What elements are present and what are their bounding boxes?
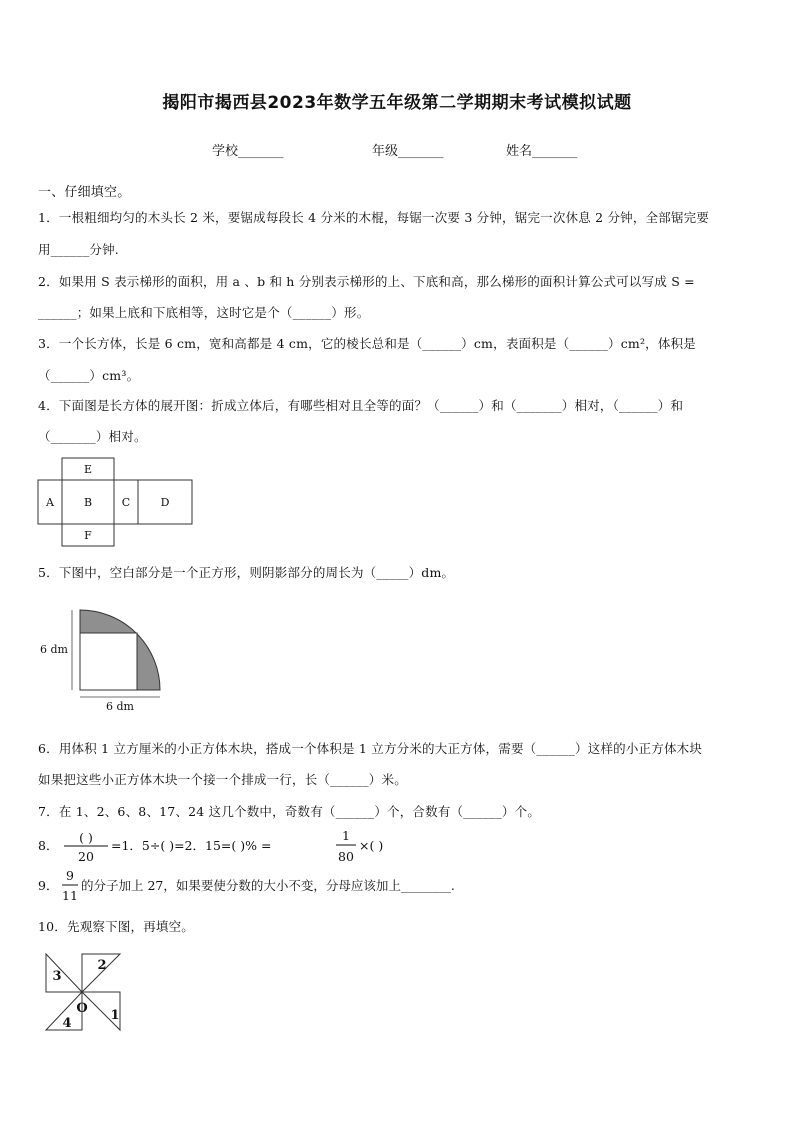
q8-middle: =1．5÷( )=2．15=( )% = xyxy=(111,838,272,853)
q8-frac1-numerator: ( ) xyxy=(79,830,93,845)
q4-line2: （_______）相对。 xyxy=(38,429,147,444)
pinwheel-label-o: O xyxy=(76,1001,88,1016)
q9-number: 9． xyxy=(38,878,59,893)
grade-field: 年级_______ xyxy=(372,144,444,159)
page-title: 揭阳市揭西县2023年数学五年级第二学期期末考试模拟试题 xyxy=(162,93,632,113)
net-label-e: E xyxy=(83,463,93,476)
q1-line2: 用______分钟. xyxy=(38,242,119,257)
section-heading: 一、仔细填空。 xyxy=(38,185,131,200)
pinwheel-label-4: 4 xyxy=(62,1016,72,1031)
school-field: 学校_______ xyxy=(212,144,284,159)
q10-text: 10．先观察下图，再填空。 xyxy=(38,919,195,934)
q6-line2: 如果把这些小正方体木块一个接一个排成一行，长（______）米。 xyxy=(38,772,407,787)
q8-tail: ×( ) xyxy=(359,838,384,853)
q8-number: 8． xyxy=(38,838,59,853)
pinwheel-label-3: 3 xyxy=(52,969,62,984)
q8-frac2-numerator: 1 xyxy=(342,828,350,843)
net-label-a: A xyxy=(46,496,54,509)
pinwheel-label-2: 2 xyxy=(97,958,107,973)
q9-text: 的分子加上 27，如果要使分数的大小不变，分母应该加上________. xyxy=(81,878,455,893)
net-label-c: C xyxy=(121,496,131,509)
net-label-b: B xyxy=(83,496,93,509)
q1-line1: 1．一根粗细均匀的木头长 2 米，要锯成每段长 4 分米的木棍，每锯一次要 3 分钟，锯完一次休息 2 分钟，全部锯完要 xyxy=(38,210,710,225)
q2-line1: 2．如果用 S 表示梯形的面积，用 a 、b 和 h 分别表示梯形的上、下底和高，那么梯形的面积计算公式可以写成 S = xyxy=(38,274,695,289)
white-square xyxy=(80,633,137,690)
q4-line1: 4．下面图是长方体的展开图：折成立体后，有哪些相对且全等的面？（______）和（_______）相对，（______）和 xyxy=(38,398,684,413)
bottom-dimension-label: 6 dm xyxy=(106,700,134,713)
q7-text: 7．在 1、2、6、8、17、24 这几个数中，奇数有（______）个，合数有（______）个。 xyxy=(38,804,541,819)
left-dimension-label: 6 dm xyxy=(40,643,68,656)
q8-equation xyxy=(34,826,454,868)
q5-text: 5．下图中，空白部分是一个正方形，则阴影部分的周长为（_____）dm。 xyxy=(38,565,455,580)
q3-line2: （______）cm³。 xyxy=(38,368,140,383)
q9-line xyxy=(34,866,514,906)
q8-frac1-denominator: 20 xyxy=(78,849,94,864)
pinwheel-triangle-3 xyxy=(46,954,82,992)
q2-line2: ______；如果上底和下底相等，这时它是个（______）形。 xyxy=(38,305,370,320)
q9-denominator: 11 xyxy=(62,888,78,903)
q6-line1: 6．用体积 1 立方厘米的小正方体木块，搭成一个体积是 1 立方分米的大正方体，需要（______）这样的小正方体木块 xyxy=(38,741,703,756)
q9-numerator: 9 xyxy=(66,868,74,883)
quarter-circle-figure xyxy=(38,600,168,716)
pinwheel-label-1: 1 xyxy=(110,1008,120,1023)
cuboid-net-figure xyxy=(38,458,194,548)
net-label-d: D xyxy=(160,496,170,509)
pinwheel-figure xyxy=(38,950,128,1034)
q8-frac2-denominator: 80 xyxy=(338,849,354,864)
name-field: 姓名_______ xyxy=(506,144,578,159)
q3-line1: 3．一个长方体，长是 6 cm，宽和高都是 4 cm，它的棱长总和是（______）cm，表面积是（______）cm²，体积是 xyxy=(38,336,696,351)
net-label-f: F xyxy=(84,529,92,542)
